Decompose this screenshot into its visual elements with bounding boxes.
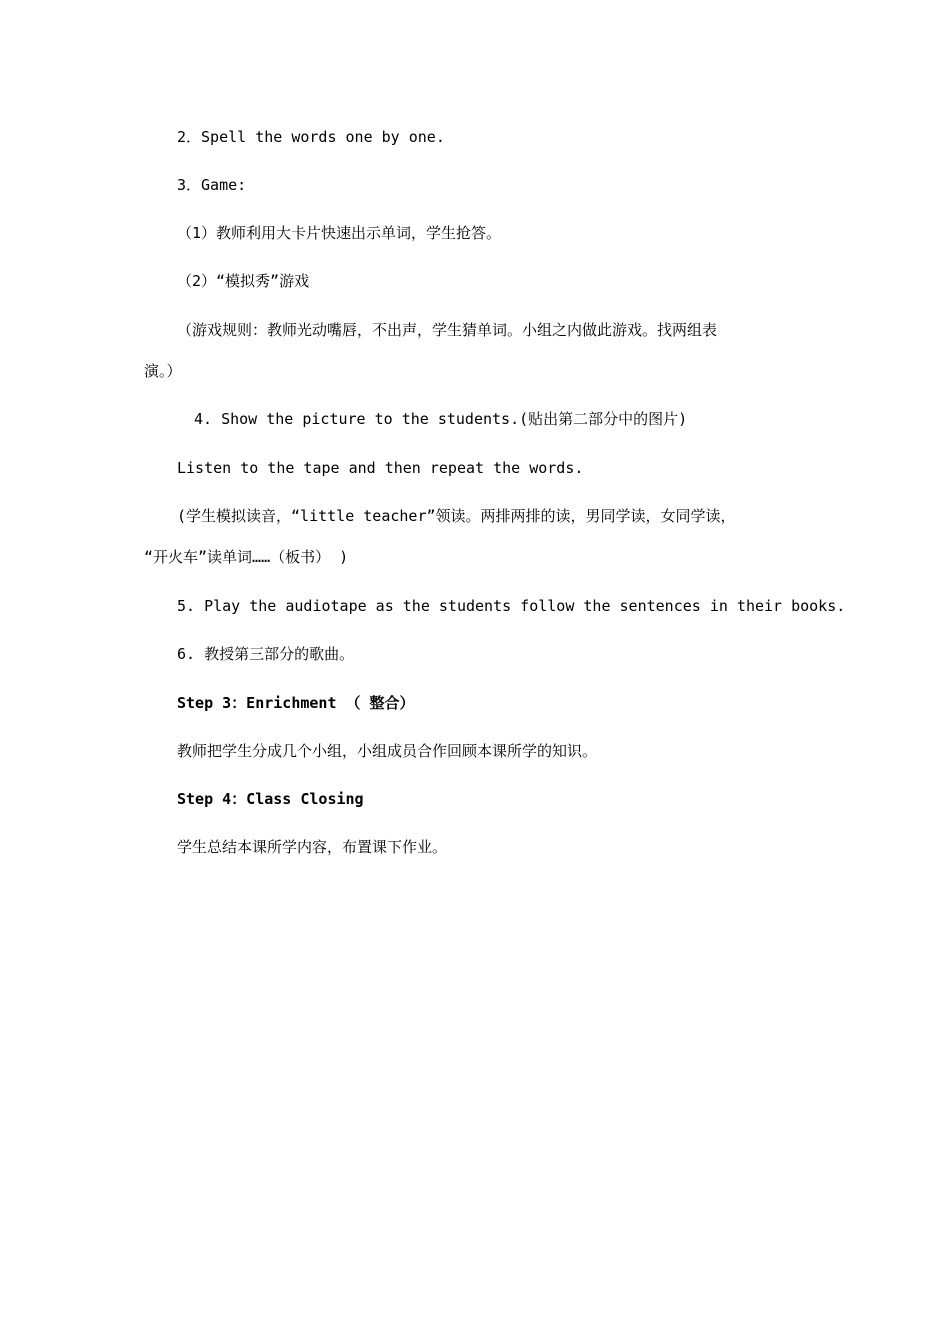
text-line-show-picture: 4. Show the picture to the students.(贴出第二部分中的图片)	[194, 410, 688, 428]
text-line-game-rules: （游戏规则：教师光动嘴唇，不出声，学生猜单词。小组之内做此游戏。找两组表	[177, 321, 718, 339]
text-line-game-rules-cont: 演。）	[144, 362, 182, 380]
text-line-groups: 教师把学生分成几个小组，小组成员合作回顾本课所学的知识。	[177, 742, 598, 760]
text-line-spell-words: 2．Spell the words one by one.	[177, 128, 445, 146]
text-line-game-2: （2）“模拟秀”游戏	[177, 272, 310, 290]
heading-step-4: Step 4：Class Closing	[177, 790, 364, 808]
text-line-listen-tape: Listen to the tape and then repeat the words.	[177, 459, 584, 477]
text-line-summary: 学生总结本课所学内容，布置课下作业。	[177, 838, 448, 856]
text-line-game-1: （1）教师利用大卡片快速出示单词，学生抢答。	[177, 224, 502, 242]
text-line-imitate: (学生模拟读音，“little teacher”领读。两排两排的读，男同学读，女同学读，	[177, 507, 736, 525]
text-line-imitate-cont: “开火车”读单词……（板书） )	[144, 548, 349, 566]
heading-step-3: Step 3：Enrichment （ 整合）	[177, 694, 415, 712]
text-line-play-audiotape: 5. Play the audiotape as the students follow the sentences in their books.	[177, 597, 846, 615]
text-line-game: 3．Game:	[177, 176, 247, 194]
text-line-teach-song: 6. 教授第三部分的歌曲。	[177, 645, 355, 663]
